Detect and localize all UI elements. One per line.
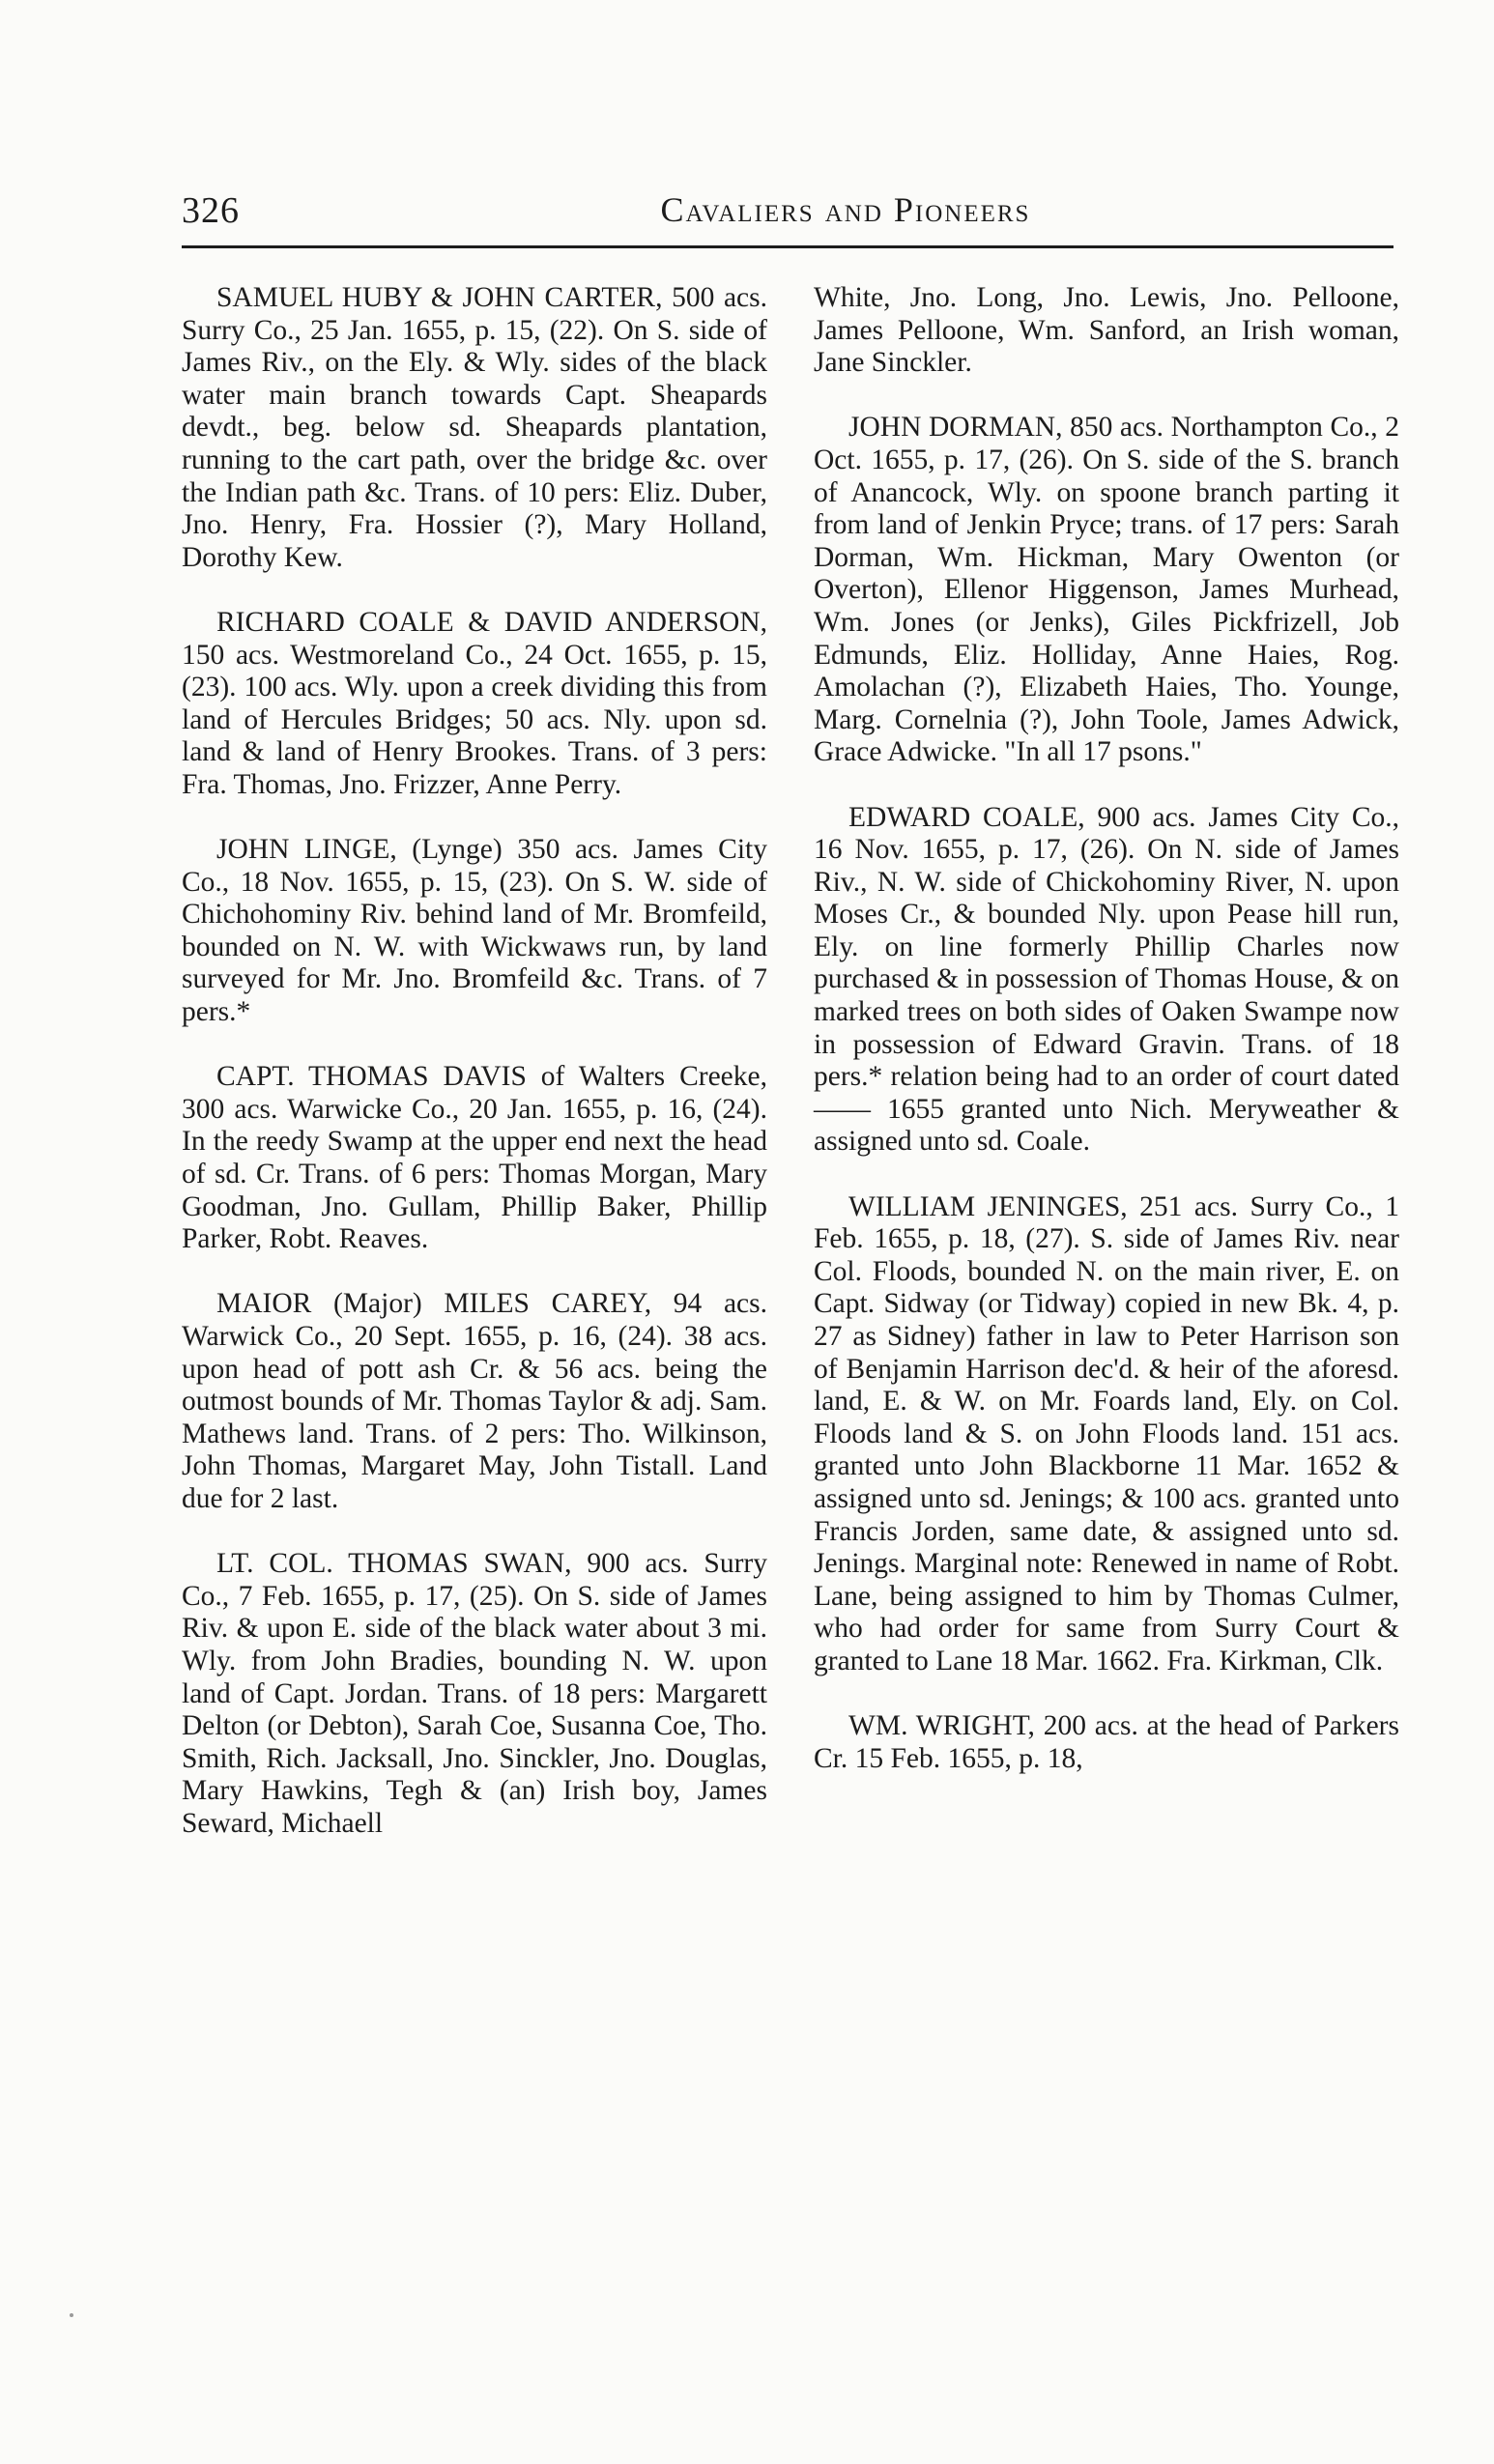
page-header bbox=[182, 189, 1393, 242]
land-grant-entry: SAMUEL HUBY & JOHN CARTER, 500 acs. Surry Co., 25 Jan. 1655, p. 15, (22). On S. side of James Riv., on the Ely. & Wly. sides of the black water main branch towards Capt. Sheapards devdt., beg. below sd. Sheapards plantation, running to the cart path, over the bridge &c. over the Indian path &c. Trans. of 10 pers: Eliz. Duber, Jno. Henry, Fra. Hossier (?), Mary Holland, Dorothy Kew. bbox=[182, 282, 767, 573]
land-grant-entry: MAIOR (Major) MILES CAREY, 94 acs. Warwick Co., 20 Sept. 1655, p. 16, (24). 38 acs. upon head of pott ash Cr. & 56 acs. being the outmost bounds of Mr. Thomas Taylor & adj. Sam. Mathews land. Trans. of 2 pers: Tho. Wilkinson, John Thomas, Margaret May, John Tistall. Land due for 2 last. bbox=[182, 1288, 767, 1514]
land-grant-entry: CAPT. THOMAS DAVIS of Walters Creeke, 300 acs. Warwicke Co., 20 Jan. 1655, p. 16, (24). In the reedy Swamp at the upper end next the head of sd. Cr. Trans. of 6 pers: Thomas Morgan, Mary Goodman, Jno. Gullam, Phillip Baker, Phillip Parker, Robt. Reaves. bbox=[182, 1061, 767, 1255]
land-grant-entry: WM. WRIGHT, 200 acs. at the head of Parkers Cr. 15 Feb. 1655, p. 18, bbox=[814, 1710, 1399, 1774]
page-number: 326 bbox=[182, 190, 240, 231]
land-grant-entry: JOHN DORMAN, 850 acs. Northampton Co., 2 Oct. 1655, p. 17, (26). On S. side of the S. branch of Anancock, Wly. on spoone branch parting it from land of Jenkin Pryce; trans. of 17 pers: Sarah Dorman, Wm. Hickman, Mary Owenton (or Overton), Ellenor Higgenson, James Murhead, Wm. Jones (or Jenks), Giles Pickfrizell, Job Edmunds, Eliz. Holliday, Anne Haies, Rog. Amolachan (?), Elizabeth Haies, Tho. Younge, Marg. Cornelnia (?), John Toole, James Adwick, Grace Adwicke. "In all 17 psons." bbox=[814, 412, 1399, 768]
margin-speck bbox=[70, 2313, 73, 2317]
right-column bbox=[814, 282, 1399, 1808]
land-grant-entry: EDWARD COALE, 900 acs. James City Co., 16 Nov. 1655, p. 17, (26). On N. side of James Riv., N. W. side of Chickohominy River, N. upon Moses Cr., & bounded Nly. upon Pease hill run, Ely. on line formerly Phillip Charles now purchased & in possession of Thomas House, & on marked trees on both sides of Oaken Swampe now in possession of Edward Gravin. Trans. of 18 pers.* relation being had to an order of court dated —— 1655 granted unto Nich. Meryweather & assigned unto sd. Coale. bbox=[814, 801, 1399, 1158]
running-title: Cavaliers and Pioneers bbox=[660, 190, 1031, 229]
left-column bbox=[182, 282, 767, 1873]
entry-continuation: White, Jno. Long, Jno. Lewis, Jno. Pelloone, James Pelloone, Wm. Sanford, an Irish woman, Jane Sinckler. bbox=[814, 282, 1399, 379]
land-grant-entry: WILLIAM JENINGES, 251 acs. Surry Co., 1 Feb. 1655, p. 18, (27). S. side of James Riv. near Col. Floods, bounded N. on the main river, E. on Capt. Sidway (or Tidway) copied in new Bk. 4, p. 27 as Sidney) father in law to Peter Harrison son of Benjamin Harrison dec'd. & heir of the aforesd. land, E. & W. on Mr. Foards land, Ely. on Col. Floods land & S. on John Floods land. 151 acs. granted unto John Blackborne 11 Mar. 1652 & assigned unto sd. Jenings; & 100 acs. granted unto Francis Jorden, same date, & assigned unto sd. Jenings. Marginal note: Renewed in name of Robt. Lane, being assigned to him by Thomas Culmer, who had order for same from Surry Court & granted to Lane 18 Mar. 1662. Fra. Kirkman, Clk. bbox=[814, 1190, 1399, 1676]
land-grant-entry: JOHN LINGE, (Lynge) 350 acs. James City Co., 18 Nov. 1655, p. 15, (23). On S. W. side of Chichohominy Riv. behind land of Mr. Bromfeild, bounded on N. W. with Wickwaws run, by land surveyed for Mr. Jno. Bromfeild &c. Trans. of 7 pers.* bbox=[182, 834, 767, 1028]
land-grant-entry: RICHARD COALE & DAVID ANDERSON, 150 acs. Westmoreland Co., 24 Oct. 1655, p. 15, (23). 100 acs. Wly. upon a creek dividing this from land of Hercules Bridges; 50 acs. Nly. upon sd. land & land of Henry Brookes. Trans. of 3 pers: Fra. Thomas, Jno. Frizzer, Anne Perry. bbox=[182, 606, 767, 800]
land-grant-entry: LT. COL. THOMAS SWAN, 900 acs. Surry Co., 7 Feb. 1655, p. 17, (25). On S. side of James Riv. & upon E. side of the black water about 3 mi. Wly. from John Bradies, bounding N. W. upon land of Capt. Jordan. Trans. of 18 pers: Margarett Delton (or Debton), Sarah Coe, Susanna Coe, Tho. Smith, Rich. Jacksall, Jno. Sinckler, Jno. Douglas, Mary Hawkins, Tegh & (an) Irish boy, James Seward, Michaell bbox=[182, 1548, 767, 1839]
header-rule bbox=[182, 245, 1393, 248]
